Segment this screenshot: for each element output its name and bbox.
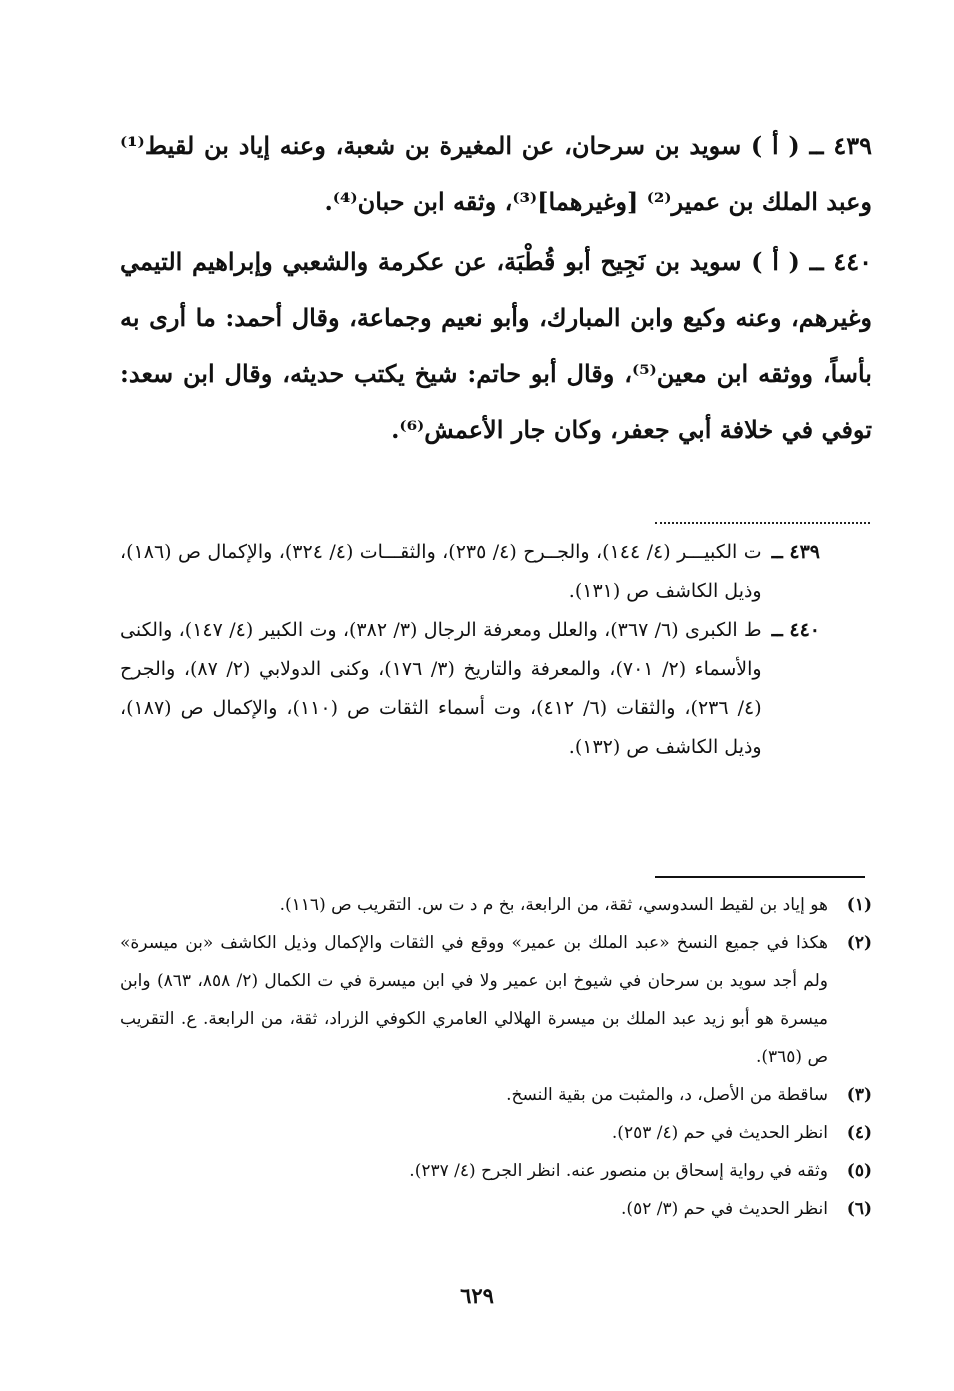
source-reference-439 <box>120 533 820 611</box>
footnotes <box>120 886 872 1228</box>
footnote-text: انظر الحديث في حم (٣/ ٥٢). <box>621 1199 828 1219</box>
footnote-number: (٣) <box>846 1085 872 1105</box>
footnote-1 <box>120 886 872 924</box>
dotted-separator <box>655 522 870 524</box>
page-number: ٦٢٩ <box>460 1283 494 1308</box>
footnote-5 <box>120 1152 872 1190</box>
footnote-text: ساقطة من الأصل، د، والمثبت من بقية النسخ. <box>506 1085 828 1105</box>
footnote-number: (٥) <box>846 1161 872 1181</box>
source-number: ٤٤٠ ــ <box>771 619 820 641</box>
footnote-number: (٦) <box>846 1199 872 1219</box>
source-text: ت الكبيـــر (٤/ ١٤٤)، والجــرح (٤/ ٢٣٥)، والثقـــات (٤/ ٣٢٤)، والإكمال ص (١٨٦)، وذيل الكاشف ص (١٣١). <box>120 541 762 602</box>
footnote-4 <box>120 1114 872 1152</box>
entry-440 <box>120 234 872 458</box>
footnote-text: هكذا في جميع النسخ «عبد الملك بن عمير» ووقع في الثقات والإكمال وذيل الكاشف «بن ميسرة» ولم أجد سويد بن سرحان في شيوخ ابن عمير ولا في ابن ميسرة في ت الكمال (٢/ ٨٥٨، ٨٦٣) وابن ميسرة هو أبو زيد عبد الملك بن ميسرة الهلالي العامري الكوفي الزراد، ثقة، من الرابعة. ع. التقريب ص (٣٦٥). <box>120 933 828 1067</box>
footnote-2 <box>120 924 872 1076</box>
footnote-text: انظر الحديث في حم (٤/ ٢٥٣). <box>611 1123 828 1143</box>
footnote-number: (٤) <box>846 1123 872 1143</box>
footnote-number: (١) <box>846 895 872 915</box>
entry-text: ٤٤٠ ــ ( أ ) سويد بن نَجِيح أبو قُطْبَة، عن عكرمة والشعبي وإبراهيم التيمي وغيرهم، وعنه وكيع وابن المبارك، وأبو نعيم وجماعة، وقال أحمد: ما أرى به بأساً، ووثقه ابن معين⁽⁵⁾، وقال أبو حاتم: شيخ يكتب حديثه، وقال ابن سعد: توفي في خلافة أبي جعفر، وكان جار الأعمش⁽⁶⁾. <box>120 247 872 444</box>
source-references <box>120 533 820 767</box>
entry-439 <box>120 118 872 230</box>
entry-text: ٤٣٩ ــ ( أ ) سويد بن سرحان، عن المغيرة بن شعبة، وعنه إياد بن لقيط⁽¹⁾ وعبد الملك بن عمير⁽²⁾ [وغيرهما]⁽³⁾، وثقه ابن حبان⁽⁴⁾. <box>120 131 872 216</box>
source-reference-440 <box>120 611 820 767</box>
source-text: ط الكبرى (٦/ ٣٦٧)، والعلل ومعرفة الرجال (٣/ ٣٨٢)، وت الكبير (٤/ ١٤٧)، والكنى والأسماء (٢/ ٧٠١)، والمعرفة والتاريخ (٣/ ١٧٦)، وكنى الدولابي (٢/ ٨٧)، والجرح (٤/ ٢٣٦)، والثقات (٦/ ٤١٢)، وت أسماء الثقات ص (١١٠)، والإكمال ص (١٨٧)، وذيل الكاشف ص (١٣٢). <box>120 619 762 758</box>
footnote-6 <box>120 1190 872 1228</box>
footnote-text: وثقه في رواية إسحاق بن منصور عنه. انظر الجرح (٤/ ٢٣٧). <box>409 1161 828 1181</box>
footnote-text: هو إياد بن لقيط السدوسي، ثقة، من الرابعة، بخ م د ت س. التقريب ص (١١٦). <box>279 895 828 915</box>
source-number: ٤٣٩ ــ <box>771 541 820 563</box>
footnote-3 <box>120 1076 872 1114</box>
footnote-number: (٢) <box>846 933 872 953</box>
footnote-separator <box>655 876 865 878</box>
